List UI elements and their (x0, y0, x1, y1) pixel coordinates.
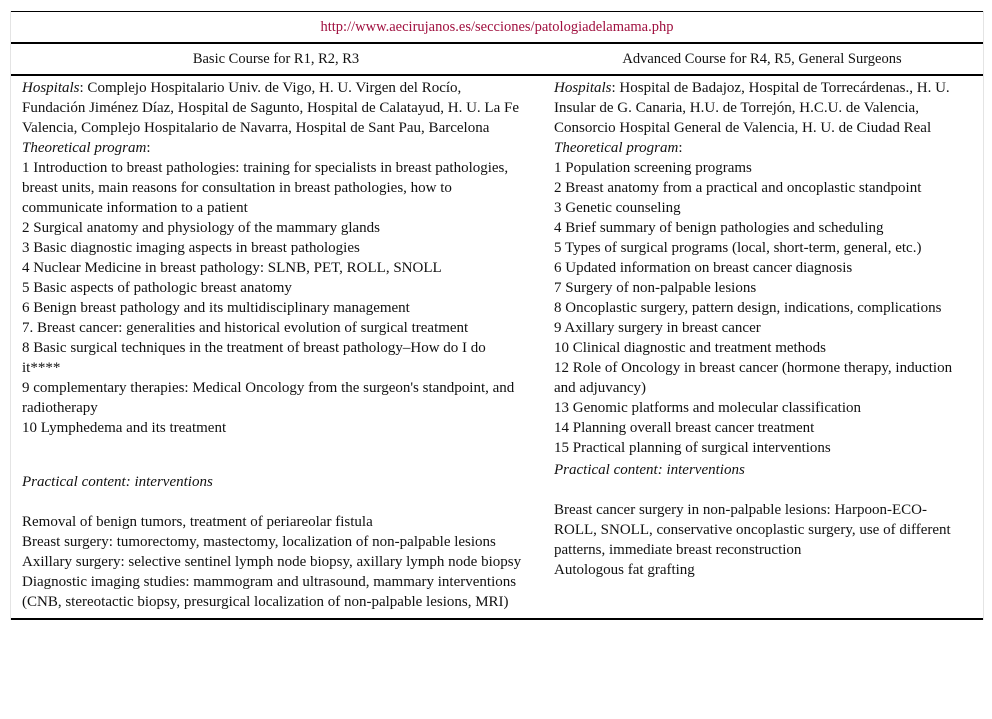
list-item: Breast cancer surgery in non-palpable lesions: Harpoon-ECO-ROLL, SNOLL, conservative oncoplastic surgery, use of different patterns, immediate breast reconstruction (554, 502, 951, 558)
source-row (11, 12, 983, 42)
list-item: 1 Population screening programs (554, 160, 752, 176)
list-item: Axillary surgery: selective sentinel lymph node biopsy, axillary lymph node biopsy (22, 554, 522, 570)
list-item: Breast surgery: tumorectomy, mastectomy, localization of non-palpable lesions (22, 534, 496, 550)
list-item: 10 Lymphedema and its treatment (22, 420, 227, 436)
advanced-hospitals (554, 78, 961, 138)
list-item: 12 Role of Oncology in breast cancer (hormone therapy, induction and adjuvancy) (554, 360, 953, 396)
hospitals-text: : Complejo Hospitalario Univ. de Vigo, H. U. Virgen del Rocío, Fundación Jiménez Díaz, Hospital de Sagunto, Hospital de Calatayud, H. U. La Fe Valencia, Complejo Hospitalario de Navarra, Hospital de Sant Pau, Barcelona (22, 80, 519, 136)
advanced-practical-heading: Practical content: interventions (554, 462, 745, 478)
list-item: Removal of benign tumors, treatment of periareolar fistula (22, 514, 373, 530)
theory-label: Theoretical program (554, 140, 679, 156)
theory-label: Theoretical program (22, 140, 147, 156)
table-header-row (11, 44, 983, 74)
list-item: 8 Basic surgical techniques in the treatment of breast pathology–How do I do it**** (22, 340, 486, 376)
list-item: 3 Genetic counseling (554, 200, 681, 216)
basic-course-cell (11, 78, 543, 612)
basic-practical-heading: Practical content: interventions (22, 474, 213, 490)
header-basic-course: Basic Course for R1, R2, R3 (192, 50, 360, 67)
spacer (554, 480, 961, 500)
course-comparison-table (10, 11, 984, 620)
list-item: 9 complementary therapies: Medical Oncology from the surgeon's standpoint, and radiotherapy (22, 380, 515, 416)
source-link[interactable]: http://www.aecirujanos.es/secciones/patologiadelamama.php (320, 18, 674, 35)
theory-colon: : (146, 140, 151, 156)
basic-theory-heading (22, 138, 523, 158)
list-item: 6 Updated information on breast cancer diagnosis (554, 260, 853, 276)
list-item: 7. Breast cancer: generalities and historical evolution of surgical treatment (22, 320, 469, 336)
bottom-rule (11, 618, 983, 620)
list-item: 14 Planning overall breast cancer treatment (554, 420, 815, 436)
list-item: 5 Basic aspects of pathologic breast anatomy (22, 280, 292, 296)
list-item: Autologous fat grafting (554, 562, 695, 578)
advanced-course-cell (543, 78, 983, 612)
list-item: 13 Genomic platforms and molecular classification (554, 400, 861, 416)
header-advanced-course: Advanced Course for R4, R5, General Surgeons (622, 50, 902, 67)
list-item: 15 Practical planning of surgical interventions (554, 440, 831, 456)
spacer (22, 438, 523, 472)
list-item: 10 Clinical diagnostic and treatment methods (554, 340, 827, 356)
list-item: 7 Surgery of non-palpable lesions (554, 280, 757, 296)
hospitals-label: Hospitals (22, 80, 80, 96)
list-item: Diagnostic imaging studies: mammogram and ultrasound, mammary interventions (CNB, stereotactic biopsy, presurgical localization of non-palpable lesions, MRI) (22, 574, 517, 610)
list-item: 2 Breast anatomy from a practical and oncoplastic standpoint (554, 180, 922, 196)
list-item: 8 Oncoplastic surgery, pattern design, indications, complications (554, 300, 942, 316)
list-item: 3 Basic diagnostic imaging aspects in breast pathologies (22, 240, 360, 256)
table-body-row (11, 76, 983, 618)
hospitals-text: : Hospital de Badajoz, Hospital de Torrecárdenas., H. U. Insular de G. Canaria, H.U. de Torrejón, H.C.U. de Valencia, Consorcio Hospital General de Valencia, H. U. de Ciudad Real (554, 80, 950, 136)
list-item: 1 Introduction to breast pathologies: training for specialists in breast pathologies, breast units, main reasons for consultation in breast pathologies, how to communicate information to a patient (22, 160, 509, 216)
list-item: 9 Axillary surgery in breast cancer (554, 320, 761, 336)
hospitals-label: Hospitals (554, 80, 612, 96)
list-item: 6 Benign breast pathology and its multidisciplinary management (22, 300, 410, 316)
advanced-theory-heading (554, 138, 961, 158)
list-item: 2 Surgical anatomy and physiology of the mammary glands (22, 220, 380, 236)
spacer (22, 492, 523, 512)
list-item: 4 Brief summary of benign pathologies and scheduling (554, 220, 884, 236)
theory-colon: : (678, 140, 683, 156)
basic-hospitals (22, 78, 523, 138)
list-item: 5 Types of surgical programs (local, short-term, general, etc.) (554, 240, 922, 256)
list-item: 4 Nuclear Medicine in breast pathology: SLNB, PET, ROLL, SNOLL (22, 260, 442, 276)
